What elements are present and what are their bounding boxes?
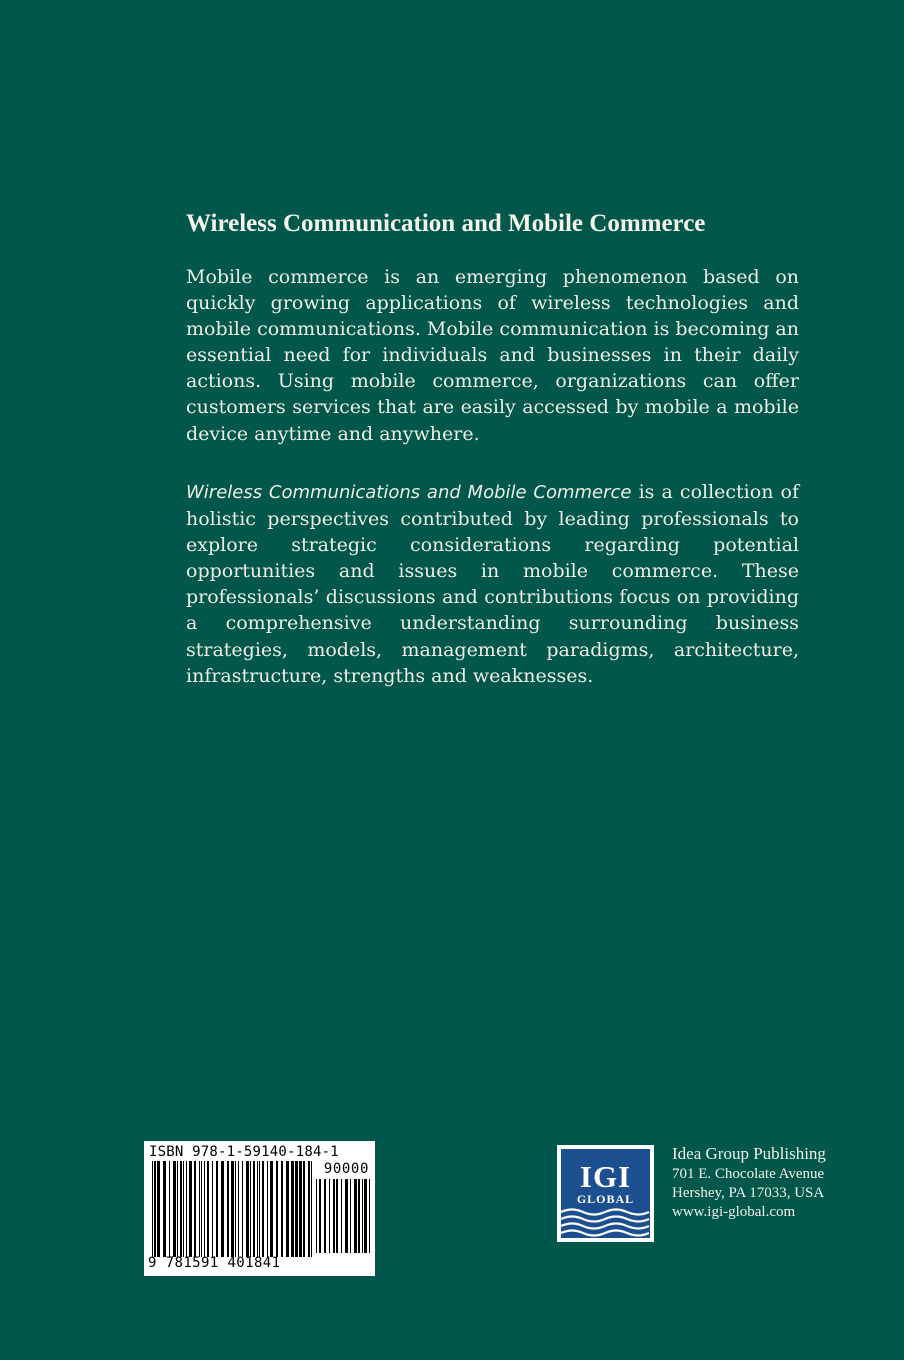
barcode-bar <box>295 1161 298 1257</box>
barcode-bar <box>189 1161 192 1257</box>
barcode-bar <box>291 1161 294 1257</box>
barcode-bar <box>186 1161 187 1257</box>
barcode-bar <box>270 1161 273 1257</box>
publisher-info <box>672 1143 892 1222</box>
description-paragraph-1: Mobile commerce is an emerging phenomenon based on quickly growing applications of wireless technologies and mobile communications. Mobile communication is becoming an essential need for individuals and businesses in their daily actions. Using mobile commerce, organizations can offer customers services that are easily accessed by mobile a mobile device anytime and anywhere. <box>186 266 799 445</box>
barcode-bar <box>246 1161 249 1257</box>
barcode-bar <box>235 1161 236 1257</box>
barcode-bar <box>259 1161 260 1257</box>
logo-igi-text: IGI <box>579 1159 632 1194</box>
barcode-bar <box>253 1161 255 1257</box>
barcode-bar <box>163 1161 166 1257</box>
ean-barcode-bars <box>152 1161 312 1257</box>
description-paragraph-2 <box>186 479 799 689</box>
isbn-barcode <box>144 1141 375 1276</box>
barcode-bar <box>345 1179 348 1253</box>
publisher-website: www.igi-global.com <box>672 1204 796 1220</box>
barcode-bar <box>364 1179 367 1253</box>
barcode-bar <box>336 1179 338 1253</box>
barcode-bar <box>276 1161 278 1257</box>
barcode-bar <box>183 1161 184 1257</box>
barcode-bar <box>267 1161 268 1257</box>
barcode-bar <box>201 1161 202 1257</box>
isbn-label: ISBN 978-1-59140-184-1 <box>149 1144 339 1160</box>
barcode-bar <box>154 1161 156 1257</box>
barcode-bar <box>177 1161 178 1257</box>
barcode-bar <box>324 1179 326 1253</box>
barcode-bar <box>169 1161 170 1257</box>
barcode-bar <box>316 1179 317 1253</box>
addon-barcode-bars <box>316 1179 370 1253</box>
barcode-bar <box>204 1161 205 1257</box>
price-code: 90000 <box>323 1161 369 1177</box>
book-title-italic: Wireless Communications and Mobile Commerce <box>186 482 632 503</box>
barcode-bar <box>354 1179 357 1253</box>
publisher-address-2: Hershey, PA 17033, USA <box>672 1185 825 1201</box>
waves-icon <box>561 1207 650 1238</box>
barcode-bar <box>242 1161 243 1257</box>
barcode-bar <box>157 1161 160 1257</box>
barcode-bar <box>299 1161 302 1257</box>
publisher-address-1: 701 E. Chocolate Avenue <box>672 1166 825 1182</box>
barcode-bar <box>238 1161 239 1257</box>
barcode-bar <box>286 1161 289 1257</box>
book-title: Wireless Communication and Mobile Commerce <box>186 210 706 237</box>
barcode-bar <box>231 1161 234 1257</box>
barcode-bar <box>358 1179 360 1253</box>
barcode-bar <box>281 1161 283 1257</box>
barcode-bar <box>329 1179 330 1253</box>
barcode-bar <box>152 1161 153 1257</box>
barcode-bar <box>257 1161 258 1257</box>
barcode-bar <box>207 1161 209 1257</box>
barcode-bar <box>311 1161 312 1257</box>
logo-background <box>561 1149 650 1238</box>
barcode-bar <box>303 1161 305 1257</box>
barcode-bar <box>194 1161 196 1257</box>
description-paragraph-2-text: is a collection of holistic perspectives contributed by leading professionals to explore strategic considerations regarding potential opportunities and issues in mobile commerce. These professionals’ discussions and contributions focus on providing a comprehensive understanding surrounding business strategies, models, management paradigms, architecture, infrastructure, strengths and weaknesses. <box>186 481 800 687</box>
barcode-bar <box>262 1161 264 1257</box>
barcode-bar <box>369 1179 370 1253</box>
barcode-bar <box>250 1161 251 1257</box>
barcode-bar <box>350 1179 351 1253</box>
barcode-bar <box>212 1161 213 1257</box>
barcode-bar <box>216 1161 218 1257</box>
barcode-bar <box>319 1179 321 1253</box>
ean-digits: 9 781591 401841 <box>148 1255 281 1271</box>
barcode-bar <box>308 1161 310 1257</box>
logo-global-text: GLOBAL <box>576 1192 635 1206</box>
barcode-bar <box>362 1179 363 1253</box>
barcode-bar <box>173 1161 176 1257</box>
igi-global-logo <box>557 1145 654 1242</box>
publisher-name: Idea Group Publishing <box>672 1144 826 1163</box>
barcode-bar <box>180 1161 182 1257</box>
barcode-bar <box>221 1161 224 1257</box>
barcode-bar <box>199 1161 200 1257</box>
barcode-bar <box>333 1179 335 1253</box>
barcode-bar <box>341 1179 342 1253</box>
barcode-bar <box>227 1161 229 1257</box>
